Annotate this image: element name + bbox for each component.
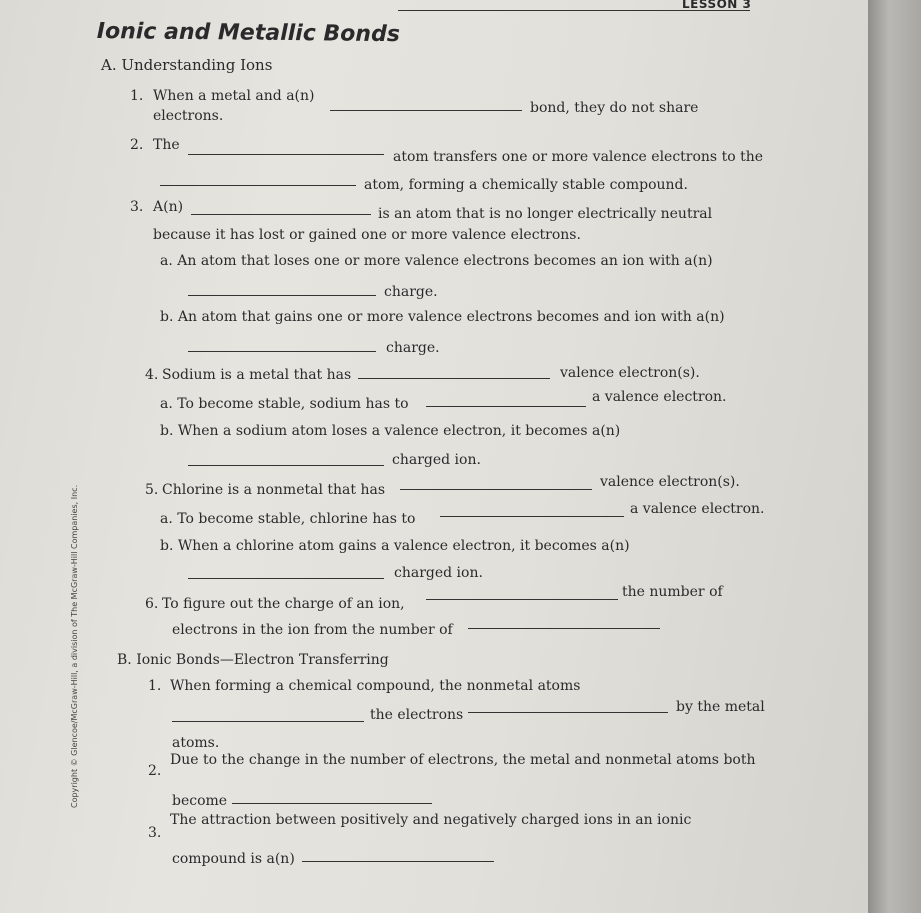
b3-blank[interactable] (302, 861, 494, 862)
q2-blank-1[interactable] (188, 154, 384, 155)
q3a-text-b: charge. (384, 284, 438, 300)
b3-text-b: compound is a(n) (172, 851, 295, 867)
b1-blank-1[interactable] (172, 721, 364, 722)
q6-text-b: the number of (622, 584, 723, 600)
section-a-heading: A. Understanding Ions (101, 56, 273, 74)
lesson-label: LESSON 3 (682, 0, 752, 11)
q6-blank-1[interactable] (426, 599, 618, 600)
q3-blank[interactable] (191, 214, 371, 215)
q5-text-a: Chlorine is a nonmetal that has (162, 482, 386, 498)
b1-text-b: the electrons (370, 707, 464, 723)
page-title: Ionic and Metallic Bonds (96, 19, 400, 48)
b2-text-b: become (172, 793, 228, 809)
b1-number: 1. (148, 678, 162, 694)
q6-number: 6. (145, 596, 159, 612)
q5-text-b: valence electron(s). (600, 474, 740, 490)
q5b-blank[interactable] (188, 578, 384, 579)
q4-text-a: Sodium is a metal that has (162, 367, 352, 383)
q4b-blank[interactable] (188, 465, 384, 466)
q3-number: 3. (130, 199, 144, 215)
background-edge (868, 0, 921, 913)
q4a-text-b: a valence electron. (592, 389, 727, 405)
q2-blank-2[interactable] (160, 185, 356, 186)
q6-blank-2[interactable] (468, 628, 660, 629)
q4a-blank[interactable] (426, 406, 586, 407)
q3-text-a: A(n) (153, 199, 184, 215)
b1-text-d: atoms. (172, 735, 220, 751)
q3-text-b: is an atom that is no longer electrically neutral (378, 206, 713, 222)
b2-text-a: Due to the change in the number of electrons, the metal and nonmetal atoms both (170, 752, 756, 768)
q5a-text-a: a. To become stable, chlorine has to (160, 511, 416, 527)
q5a-blank[interactable] (440, 516, 624, 517)
q5b-text-a: b. When a chlorine atom gains a valence electron, it becomes a(n) (160, 538, 630, 554)
q6-text-a: To figure out the charge of an ion, (162, 596, 405, 612)
q1-text-c: electrons. (153, 108, 224, 124)
q5-number: 5. (145, 482, 159, 498)
b3-text-a: The attraction between positively and negatively charged ions in an ionic (170, 812, 692, 828)
q3b-blank[interactable] (188, 351, 376, 352)
b2-number: 2. (148, 763, 162, 779)
b1-text-a: When forming a chemical compound, the nonmetal atoms (170, 678, 581, 694)
q2-text-c: atom, forming a chemically stable compound. (364, 177, 688, 193)
q4-blank[interactable] (358, 378, 550, 379)
q4-number: 4. (145, 367, 159, 383)
q5a-text-b: a valence electron. (630, 501, 765, 517)
q6-text-c: electrons in the ion from the number of (172, 622, 453, 638)
q3a-text-a: a. An atom that loses one or more valence electrons becomes an ion with a(n) (160, 253, 713, 269)
q3a-blank[interactable] (188, 295, 376, 296)
b2-blank[interactable] (232, 803, 432, 804)
b1-text-c: by the metal (676, 699, 765, 715)
q1-text-b: bond, they do not share (530, 100, 699, 116)
q1-text-a: When a metal and a(n) (153, 88, 315, 104)
q1-blank[interactable] (330, 110, 522, 111)
b3-number: 3. (148, 825, 162, 841)
section-b-heading: B. Ionic Bonds—Electron Transferring (117, 652, 389, 668)
q4b-text-b: charged ion. (392, 452, 481, 468)
q1-number: 1. (130, 88, 144, 104)
q3-text-c: because it has lost or gained one or more valence electrons. (153, 227, 581, 243)
b1-blank-2[interactable] (468, 712, 668, 713)
q2-text-a: The (153, 137, 180, 153)
q4a-text-a: a. To become stable, sodium has to (160, 396, 409, 412)
q3b-text-b: charge. (386, 340, 440, 356)
q2-number: 2. (130, 137, 144, 153)
q5b-text-b: charged ion. (394, 565, 483, 581)
q5-blank[interactable] (400, 489, 592, 490)
copyright-notice: Copyright © Glencoe/McGraw-Hill, a division of The McGraw-Hill Companies, Inc. (70, 484, 79, 808)
q2-text-b: atom transfers one or more valence electrons to the (393, 149, 764, 165)
q4-text-b: valence electron(s). (560, 365, 700, 381)
q3b-text-a: b. An atom that gains one or more valence electrons becomes and ion with a(n) (160, 309, 725, 325)
q4b-text-a: b. When a sodium atom loses a valence electron, it becomes a(n) (160, 423, 621, 439)
